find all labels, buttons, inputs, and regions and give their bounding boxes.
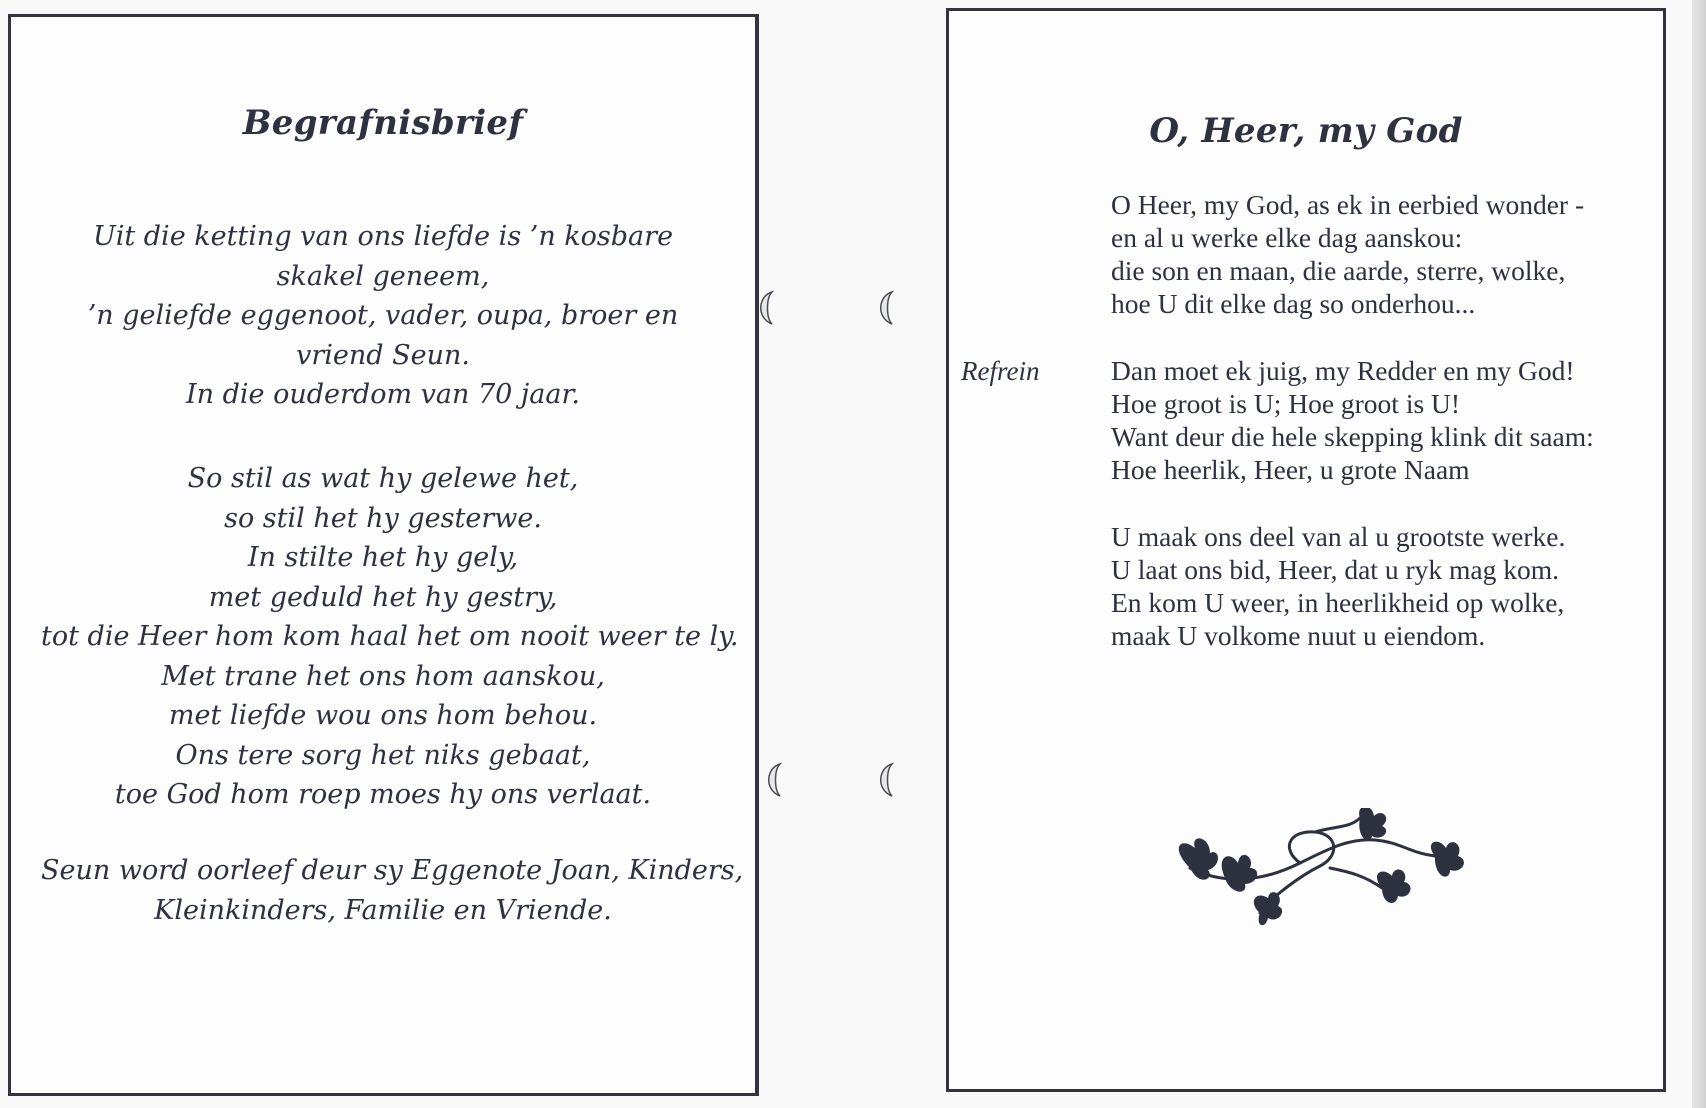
- page-edge-shadow: [1692, 0, 1706, 1108]
- text-line: Met trane het ons hom aanskou,: [161, 660, 605, 692]
- poem-stanza-2: [41, 459, 739, 815]
- hymn-title: O, Heer, my God: [1149, 111, 1463, 151]
- poem-stanza-3: [41, 851, 744, 930]
- text-line: Want deur die hele skepping klink dit saam:: [1111, 421, 1594, 452]
- text-line: U maak ons deel van al u grootste werke.: [1111, 521, 1566, 552]
- text-line: Hoe groot is U; Hoe groot is U!: [1111, 388, 1461, 419]
- text-line: skakel geneem,: [276, 260, 490, 292]
- punch-hole-icon: [872, 290, 898, 326]
- punch-hole-icon: [752, 290, 778, 326]
- text-line: met geduld het hy gestry,: [208, 581, 558, 613]
- refrain-label: Refrein: [961, 356, 1040, 386]
- text-line: ’n geliefde eggenoot, vader, oupa, broer en: [87, 300, 679, 331]
- hymn-verse-2: [1111, 520, 1651, 652]
- hymn-verse-1: [1111, 188, 1651, 320]
- punch-hole-icon: [872, 762, 898, 798]
- text-line: Hoe heerlik, Heer, u grote Naam: [1111, 454, 1470, 485]
- text-line: met liefde wou ons hom behou.: [168, 700, 598, 731]
- text-line: Uit die ketting van ons liefde is ’n kosbare: [92, 221, 674, 252]
- text-line: maak U volkome nuut u eiendom.: [1111, 620, 1486, 651]
- text-line: Seun word oorleef deur sy Eggenote Joan, Kinders,: [41, 855, 744, 886]
- text-line: vriend Seun.: [296, 339, 470, 371]
- left-page-title: Begrafnisbrief: [242, 103, 524, 143]
- text-line: Kleinkinders, Familie en Vriende.: [154, 894, 612, 926]
- leafy-vine-ornament-icon: [1160, 808, 1470, 938]
- poem-stanza-1: [41, 217, 725, 415]
- text-line: en al u werke elke dag aanskou:: [1111, 222, 1463, 253]
- text-line: U laat ons bid, Heer, dat u ryk mag kom.: [1111, 554, 1559, 585]
- text-line: So stil as wat hy gelewe het,: [187, 463, 579, 494]
- text-line: In die ouderdom van 70 jaar.: [185, 379, 580, 410]
- text-line: Ons tere sorg het niks gebaat,: [175, 739, 591, 771]
- hymn-refrain: [1111, 354, 1651, 486]
- text-line: so stil het hy gesterwe.: [224, 502, 542, 534]
- left-page-panel: [8, 14, 759, 1096]
- text-line: O Heer, my God, as ek in eerbied wonder -: [1111, 189, 1585, 220]
- text-line: In stilte het hy gely,: [247, 542, 519, 573]
- text-line: hoe U dit elke dag so onderhou...: [1111, 288, 1476, 319]
- text-line: En kom U weer, in heerlikheid op wolke,: [1111, 587, 1565, 618]
- text-line: Dan moet ek juig, my Redder en my God!: [1111, 355, 1575, 386]
- text-line: tot die Heer hom kom haal het om nooit weer te ly.: [41, 621, 739, 652]
- punch-hole-icon: [760, 762, 786, 798]
- text-line: toe God hom roep moes hy ons verlaat.: [114, 779, 652, 810]
- text-line: die son en maan, die aarde, sterre, wolke,: [1111, 255, 1566, 286]
